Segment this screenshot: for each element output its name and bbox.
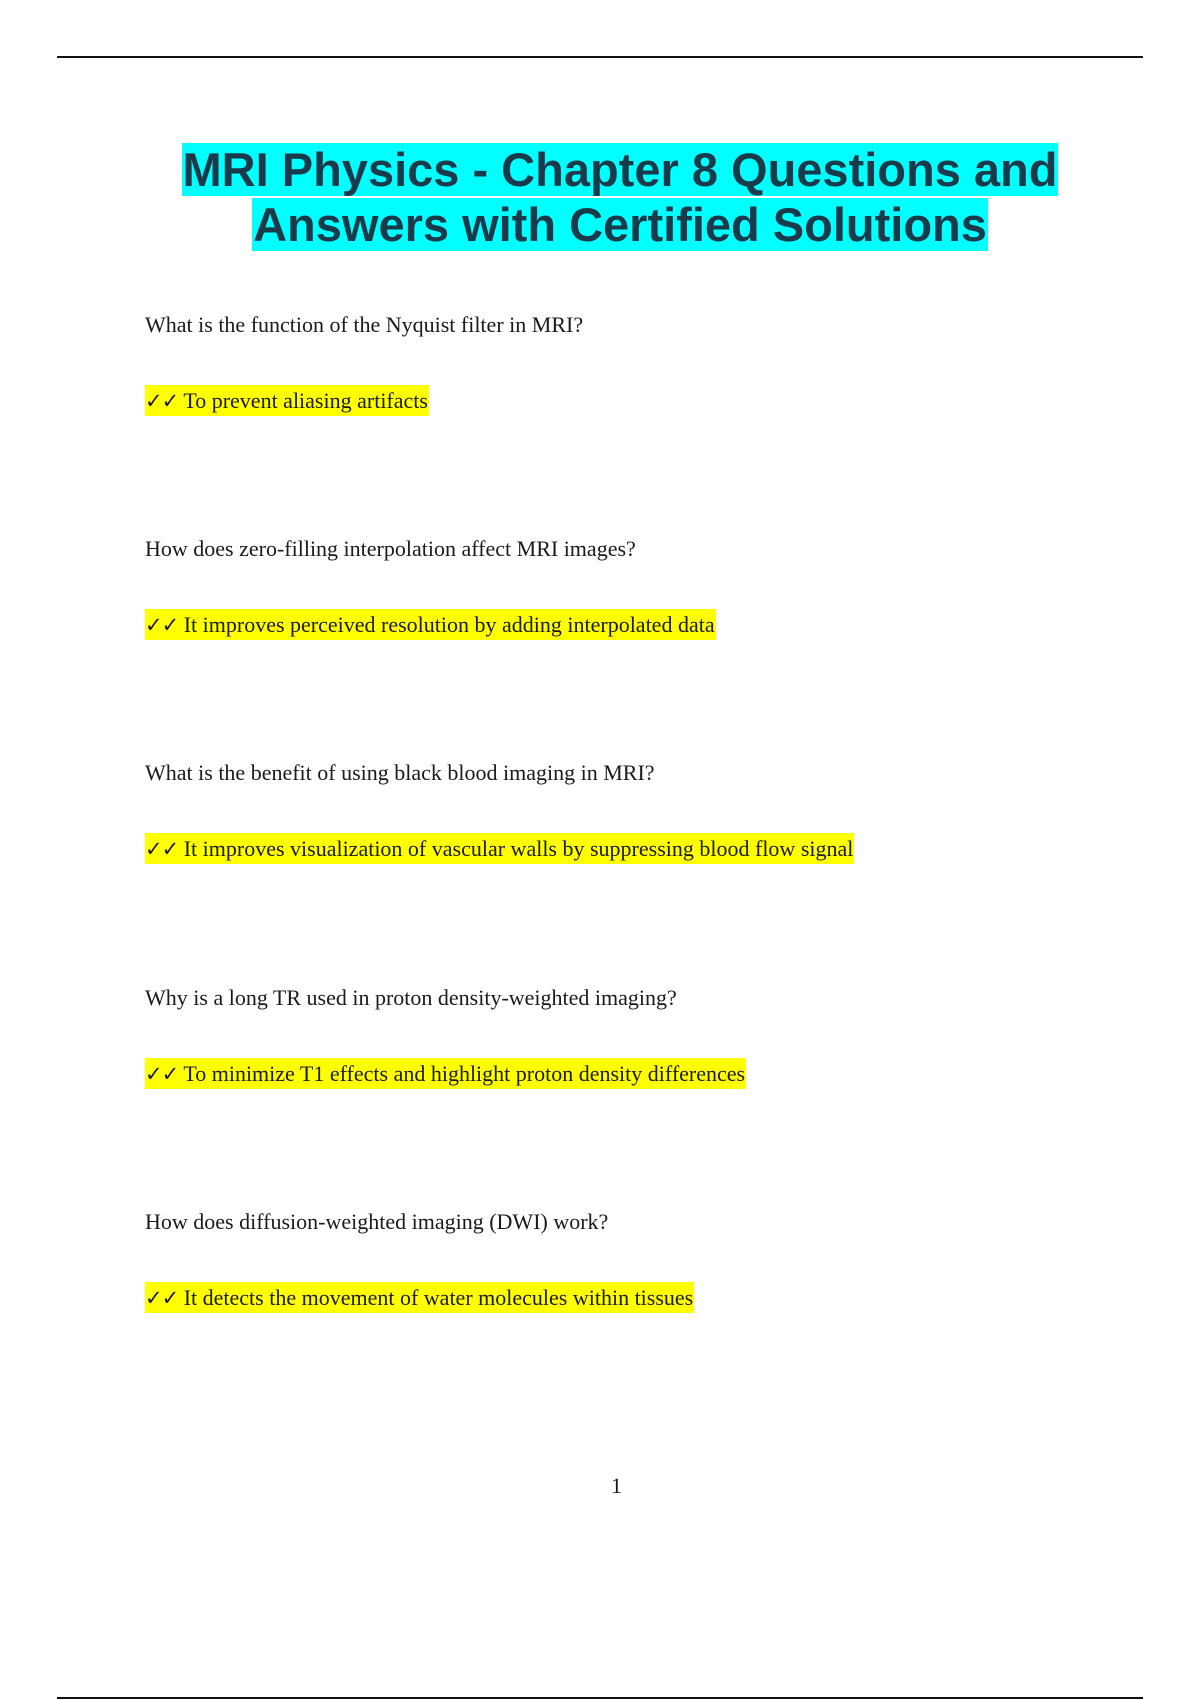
- answer-text-5: It detects the movement of water molecules within tissues: [183, 1285, 694, 1310]
- question-2: How does zero-filling interpolation affect MRI images?: [145, 536, 636, 561]
- top-rule: [57, 56, 1143, 58]
- answer-text-3: It improves visualization of vascular walls by suppressing blood flow signal: [183, 836, 854, 861]
- answer-highlight-3: [145, 833, 854, 864]
- question-4: Why is a long TR used in proton density-weighted imaging?: [145, 985, 677, 1010]
- answer-highlight-4: [145, 1058, 746, 1089]
- answer-3: [145, 836, 854, 862]
- answer-highlight-2: [145, 609, 716, 640]
- double-check-icon: ✓✓: [145, 837, 179, 861]
- answer-text-4: To minimize T1 effects and highlight proton density differences: [183, 1061, 746, 1086]
- double-check-icon: ✓✓: [145, 1062, 179, 1086]
- question-5: How does diffusion-weighted imaging (DWI) work?: [145, 1209, 609, 1234]
- answer-5: [145, 1285, 694, 1311]
- double-check-icon: ✓✓: [145, 613, 179, 637]
- answer-2: [145, 612, 716, 638]
- answer-4: [145, 1061, 746, 1087]
- answer-1: [145, 388, 429, 414]
- title-line-2: Answers with Certified Solutions: [253, 198, 987, 251]
- document-title: [60, 142, 1180, 252]
- answer-highlight-5: [145, 1282, 694, 1313]
- title-line-1: MRI Physics - Chapter 8 Questions and: [182, 143, 1058, 196]
- question-1: What is the function of the Nyquist filter in MRI?: [145, 312, 584, 337]
- bottom-rule: [57, 1697, 1143, 1699]
- answer-text-2: It improves perceived resolution by adding interpolated data: [183, 612, 715, 637]
- answer-text-1: To prevent aliasing artifacts: [183, 388, 428, 413]
- answer-highlight-1: [145, 385, 429, 416]
- page-number: 1: [611, 1473, 622, 1498]
- question-3: What is the benefit of using black blood imaging in MRI?: [145, 760, 655, 785]
- double-check-icon: ✓✓: [145, 389, 179, 413]
- double-check-icon: ✓✓: [145, 1286, 179, 1310]
